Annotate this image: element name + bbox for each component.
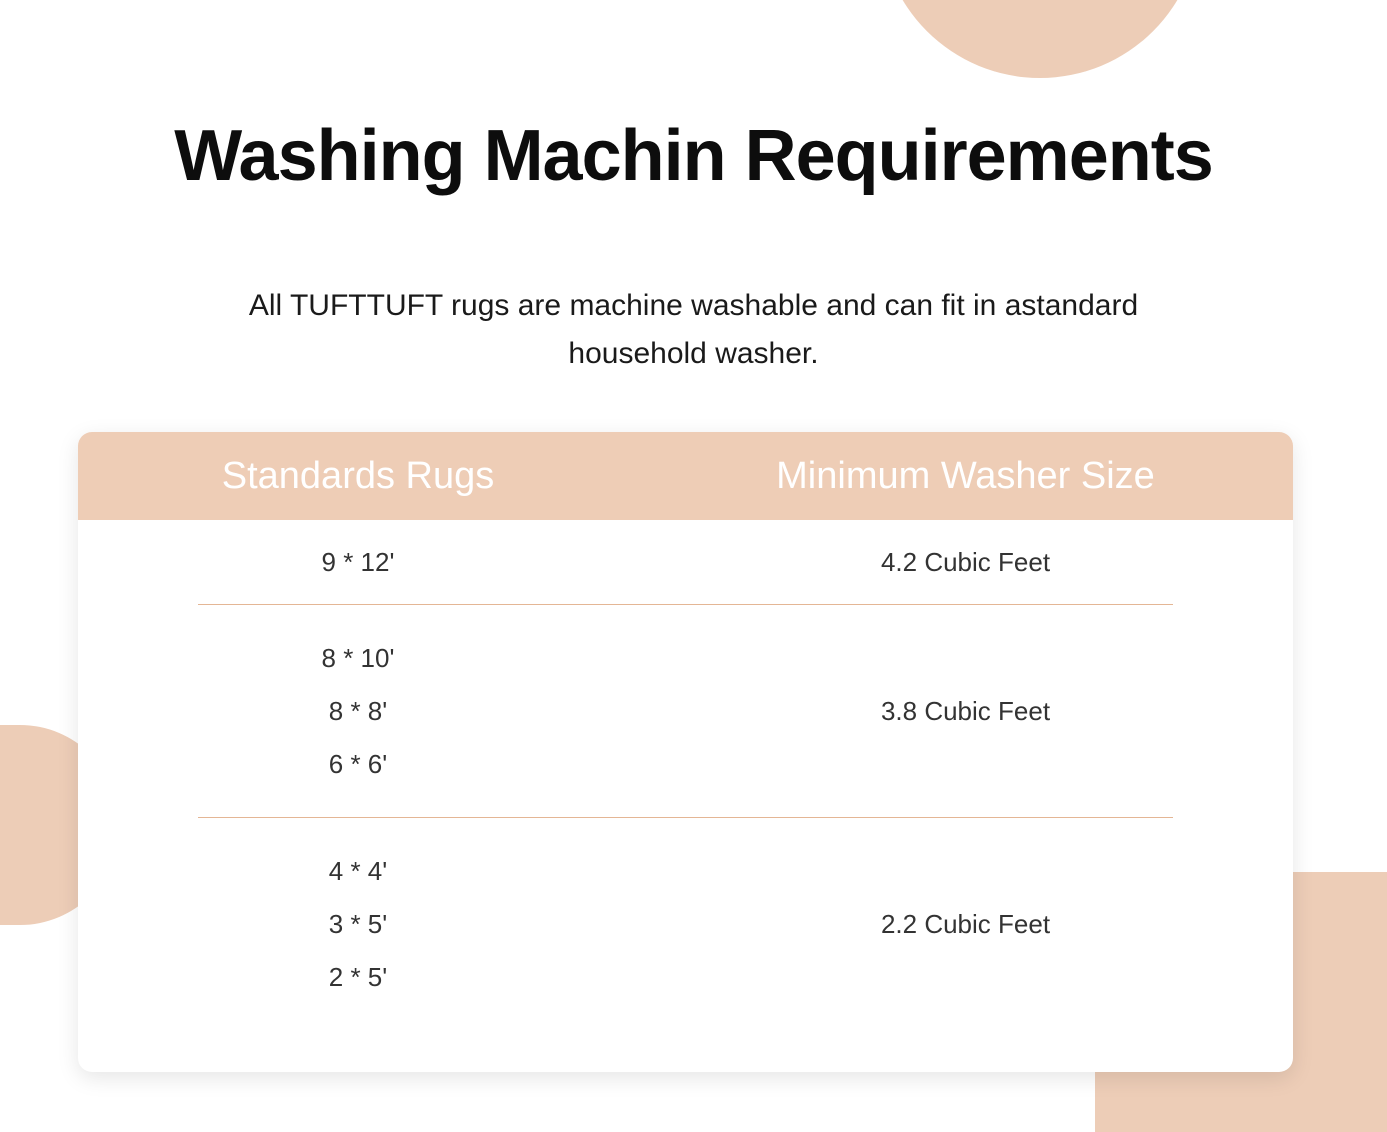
cell-rug-sizes [78,856,638,993]
rug-size: 3 * 5' [328,908,388,939]
page-title: Washing Machin Requirements [174,116,1213,196]
cell-washer-size: 3.8 Cubic Feet [880,695,1051,726]
rug-size: 2 * 5' [328,961,388,992]
cell-washer-size: 2.2 Cubic Feet [880,908,1051,939]
page-subtitle: All TUFTTUFT rugs are machine washable and can fit in astandard household washer. [248,289,1139,370]
table-row [78,520,1293,604]
column-header-standard-rugs: Standards Rugs [221,454,495,497]
table-body [78,520,1293,1072]
cell-rug-sizes [78,547,638,578]
rug-size: 6 * 6' [328,748,388,779]
rug-size: 8 * 10' [321,642,395,673]
cell-washer-size: 4.2 Cubic Feet [880,546,1051,577]
rug-size: 8 * 8' [328,695,388,726]
rug-size: 9 * 12' [321,546,395,577]
washer-requirements-table [78,432,1293,1072]
decorative-blob-top-right [880,0,1200,78]
cell-rug-sizes [78,643,638,780]
table-header-row [78,432,1293,520]
table-row [78,605,1293,817]
rug-size: 4 * 4' [328,855,388,886]
column-header-minimum-washer-size: Minimum Washer Size [776,454,1155,497]
table-row [78,818,1293,1030]
